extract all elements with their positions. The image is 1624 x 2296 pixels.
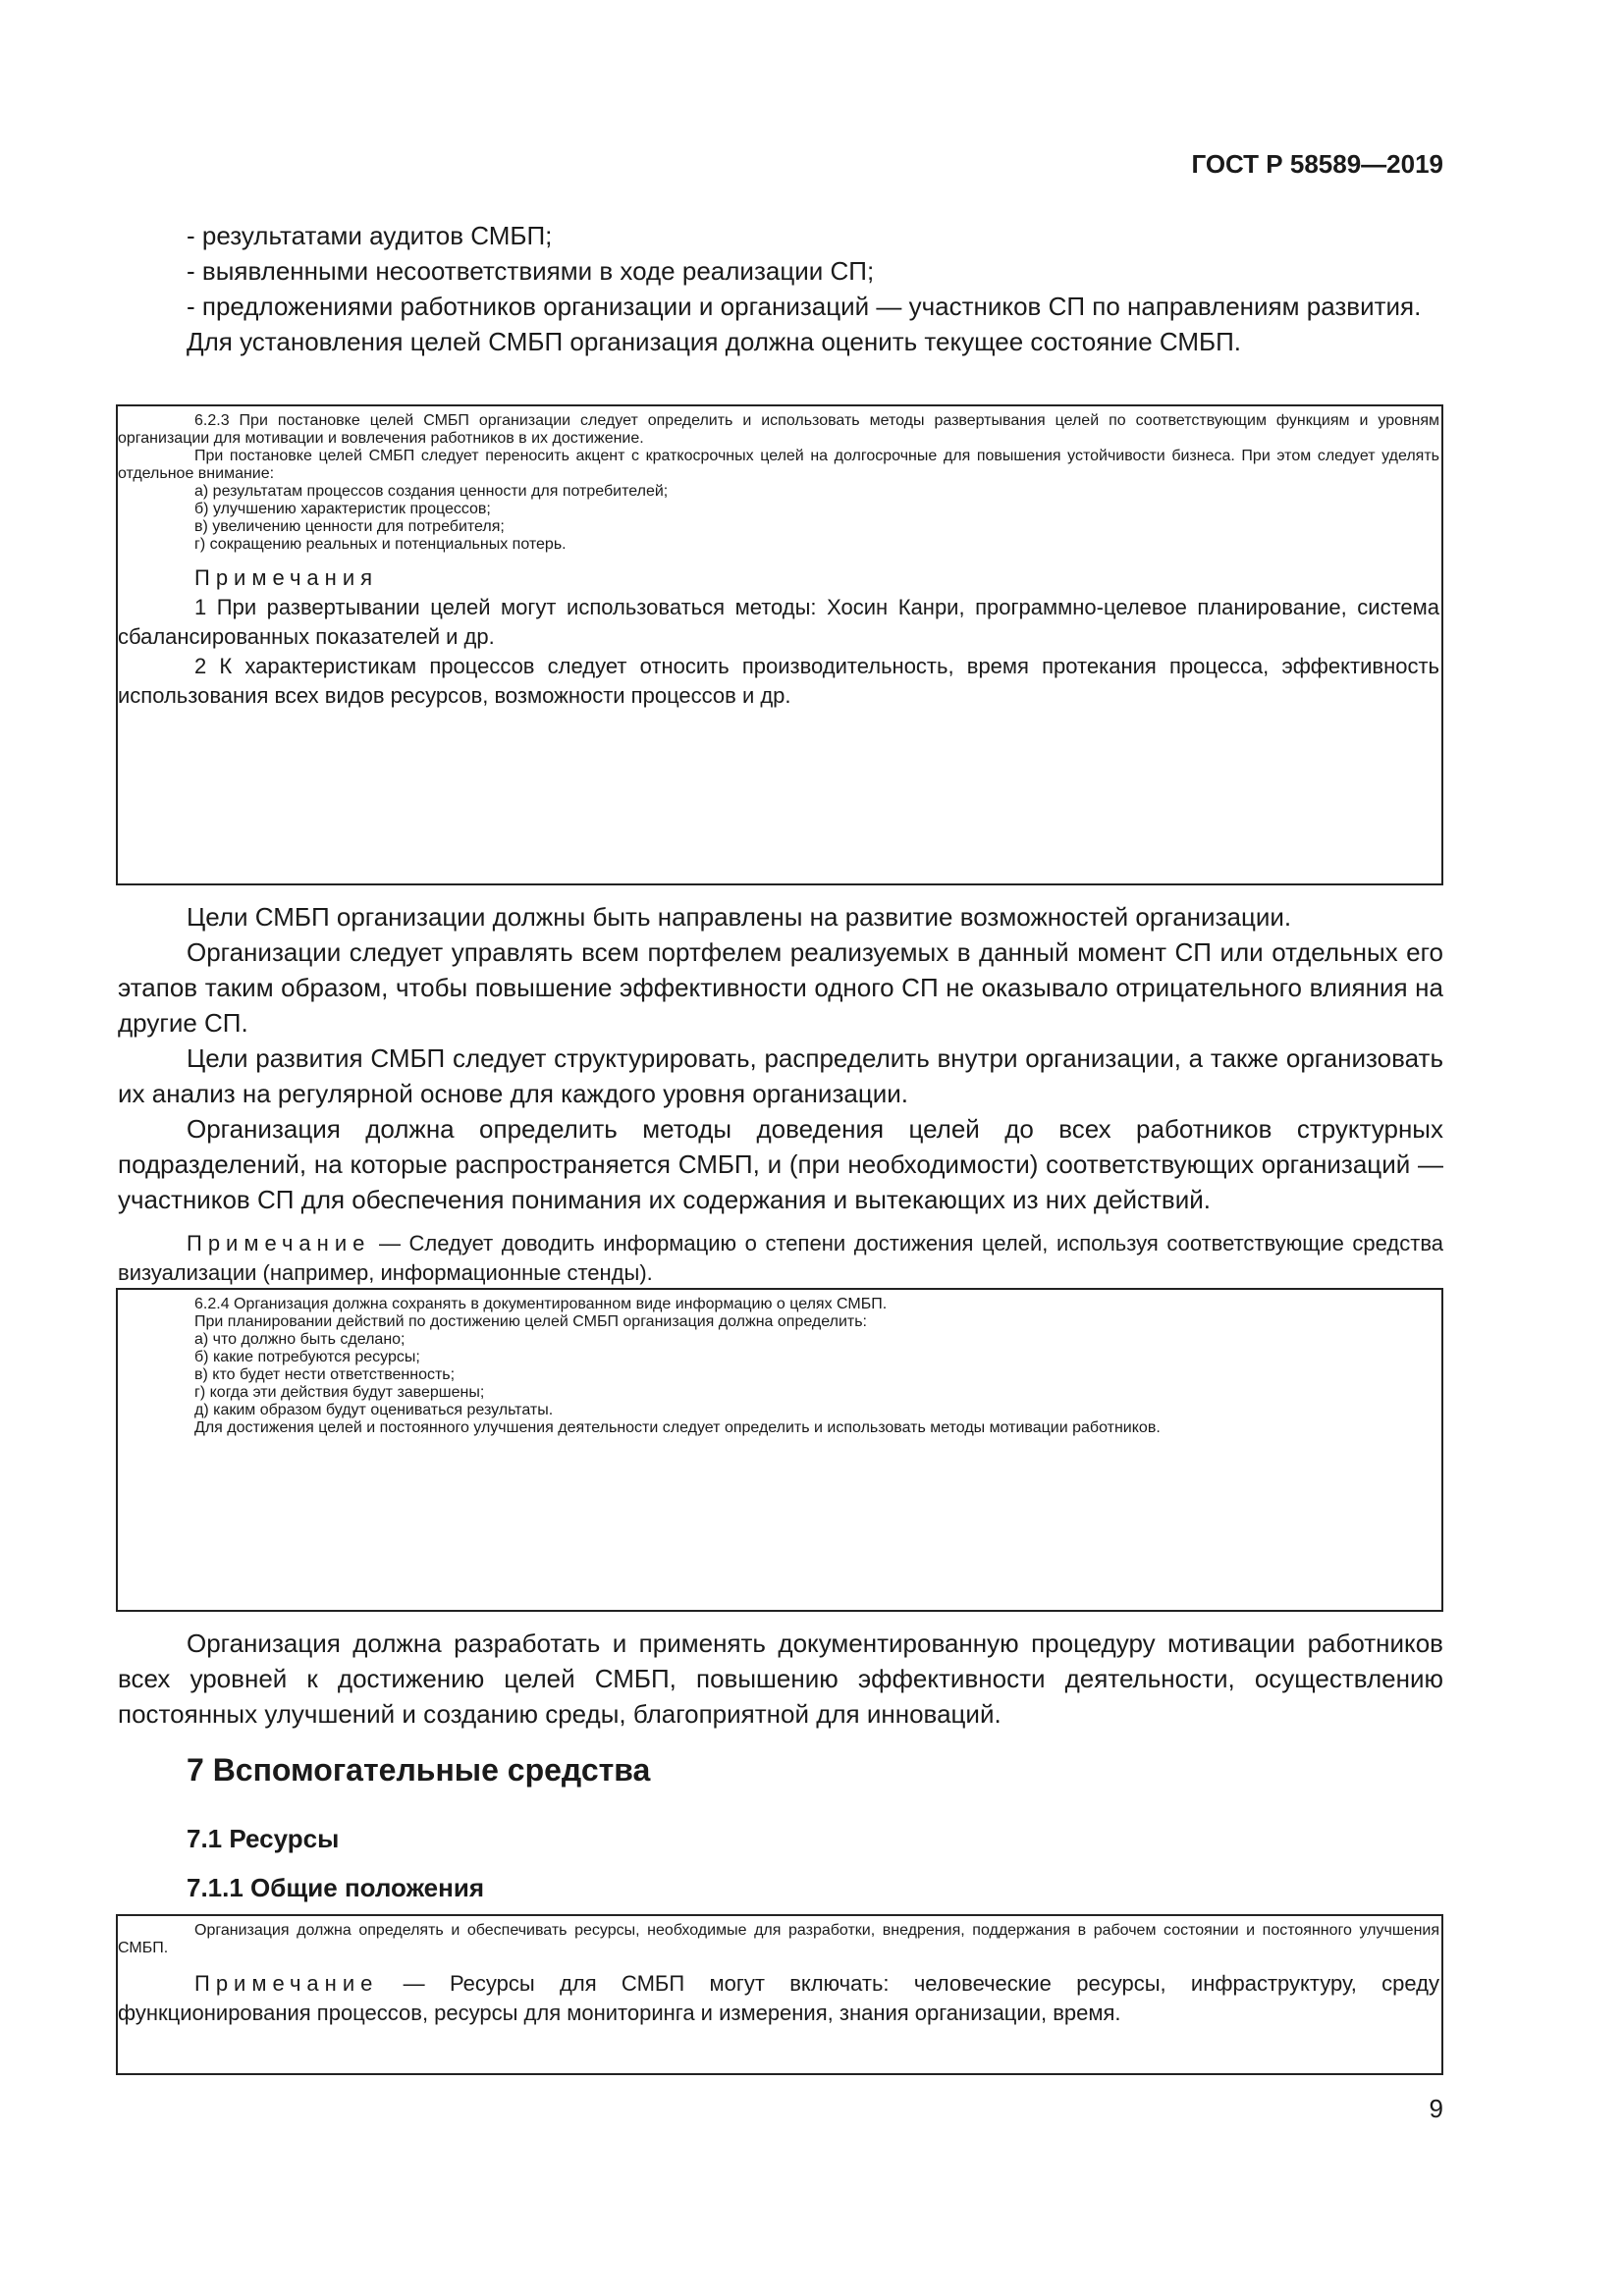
middle-block bbox=[118, 899, 1443, 1288]
clause-6-2-4-box bbox=[116, 1288, 1443, 1612]
clause-6-2-4-text-3: Для достижения целей и постоянного улучшения деятельности следует определить и использовать методы мотивации работников. bbox=[194, 1419, 1161, 1436]
paragraph: Организации следует управлять всем портфелем реализуемых в данный момент СП или отдельных его этапов таким образом, чтобы повышение эффективности одного СП не оказывало отрицательного влияния на другие СП. bbox=[118, 937, 1443, 1038]
note bbox=[118, 1969, 1439, 2028]
subsection-heading: 7.1 Ресурсы bbox=[187, 1824, 340, 1853]
intro-item: - выявленными несоответствиями в ходе реализации СП; bbox=[187, 256, 875, 286]
clause-6-2-3-box bbox=[116, 404, 1443, 885]
clause-7-1-1-box bbox=[116, 1914, 1443, 2075]
after-block bbox=[118, 1626, 1443, 1732]
clause-6-2-3-text-2: При постановке целей СМБП следует переносить акцент с краткосрочных целей на долгосрочные для повышения устойчивости бизнеса. При этом следует уделять отдельное внимание: bbox=[118, 448, 1439, 482]
list-item: д) каким образом будут оцениваться результаты. bbox=[194, 1402, 554, 1418]
note-label: Примечание bbox=[194, 1971, 379, 1996]
note-1: 1 При развертывании целей могут использоваться методы: Хосин Канри, программно-целевое планирование, система сбалансированных показателей и др. bbox=[118, 595, 1439, 649]
clause-6-2-3-text: 6.2.3 При постановке целей СМБП организации следует определить и использовать методы развертывания целей по соответствующим функциям и уровням организации для мотивации и вовлечения работников в их достижение. bbox=[118, 412, 1439, 447]
paragraph: Организация должна разработать и применять документированную процедуру мотивации работников всех уровней к достижению целей СМБП, повышению эффективности деятельности, осуществлению постоянных улучшений и созданию среды, благоприятной для инноваций. bbox=[118, 1629, 1443, 1729]
page-number: 9 bbox=[1429, 2094, 1443, 2123]
note-2: 2 К характеристикам процессов следует относить производительность, время протекания процесса, эффективность использования всех видов ресурсов, возможности процессов и др. bbox=[118, 654, 1439, 708]
note bbox=[118, 1229, 1443, 1288]
intro-block bbox=[118, 218, 1443, 359]
list-item: в) кто будет нести ответственность; bbox=[194, 1366, 456, 1383]
subsubsection-heading: 7.1.1 Общие положения bbox=[187, 1873, 484, 1902]
intro-paragraph: Для установления целей СМБП организация должна оценить текущее состояние СМБП. bbox=[187, 327, 1241, 356]
section-heading: 7 Вспомогательные средства bbox=[187, 1752, 651, 1788]
list-item: б) улучшению характеристик процессов; bbox=[194, 501, 491, 517]
clause-6-2-4-text-2: При планировании действий по достижению целей СМБП организация должна определить: bbox=[194, 1313, 867, 1330]
list-item: г) когда эти действия будут завершены; bbox=[194, 1384, 485, 1401]
list-item: г) сокращению реальных и потенциальных потерь. bbox=[194, 536, 567, 553]
note-label: Примечание bbox=[187, 1231, 371, 1255]
paragraph: Цели развития СМБП следует структурировать, распределить внутри организации, а также организовать их анализ на регулярной основе для каждого уровня организации. bbox=[118, 1043, 1443, 1108]
intro-item: - результатами аудитов СМБП; bbox=[187, 221, 553, 250]
note-text: — Следует доводить информацию о степени достижения целей, используя соответствующие средства визуализации (например, информационные стенды). bbox=[118, 1231, 1443, 1285]
document-id: ГОСТ Р 58589—2019 bbox=[1191, 149, 1443, 179]
list-item: а) результатам процессов создания ценности для потребителей; bbox=[194, 483, 669, 500]
list-item: б) какие потребуются ресурсы; bbox=[194, 1349, 420, 1365]
list-item: а) что должно быть сделано; bbox=[194, 1331, 406, 1348]
intro-item: - предложениями работников организации и организаций — участников СП по направлениям развития. bbox=[187, 292, 1422, 321]
notes-heading: Примечания bbox=[194, 565, 379, 590]
paragraph: Цели СМБП организации должны быть направлены на развитие возможностей организации. bbox=[187, 902, 1292, 932]
clause-7-1-1-text: Организация должна определять и обеспечивать ресурсы, необходимые для разработки, внедрения, поддержания в рабочем состоянии и постоянного улучшения СМБП. bbox=[118, 1922, 1439, 1956]
list-item: в) увеличению ценности для потребителя; bbox=[194, 518, 505, 535]
clause-6-2-4-text: 6.2.4 Организация должна сохранять в документированном виде информацию о целях СМБП. bbox=[194, 1296, 888, 1312]
paragraph: Организация должна определить методы доведения целей до всех работников структурных подразделений, на которые распространяется СМБП, и (при необходимости) соответствующих организаций — участников СП для обеспечения понимания их содержания и вытекающих из них действий. bbox=[118, 1114, 1443, 1214]
note-text: — Ресурсы для СМБП могут включать: человеческие ресурсы, инфраструктуру, среду функционирования процессов, ресурсы для мониторинга и измерения, знания организации, время. bbox=[118, 1971, 1439, 2025]
